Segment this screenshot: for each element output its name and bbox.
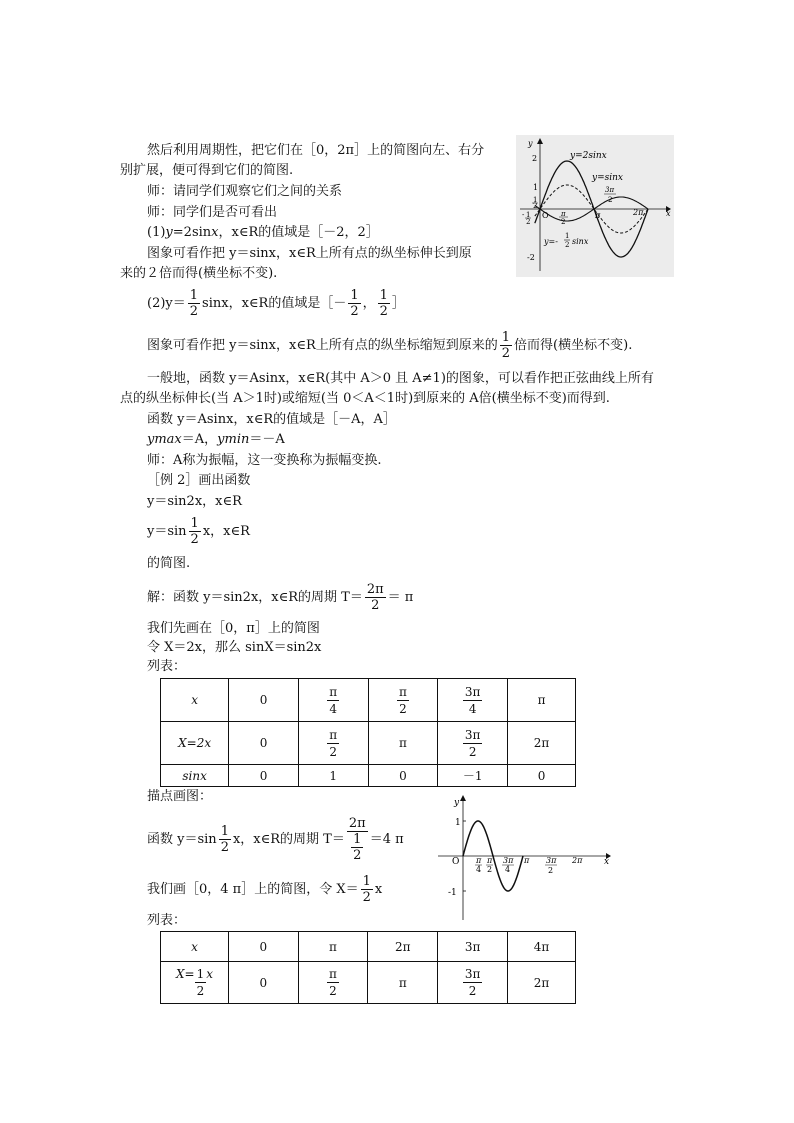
label-minus-half-sinx: y=- bbox=[544, 237, 558, 246]
table2-cell: π bbox=[298, 932, 368, 962]
table2-row bbox=[161, 932, 576, 962]
paragraph-line: 别扩展，便可得到它们的简图. bbox=[120, 163, 294, 178]
table1-cell: －1 bbox=[438, 765, 508, 787]
fraction: $\frac{2\pi}{2}$ bbox=[366, 582, 384, 613]
tick-3pi2-num: 3π bbox=[546, 856, 557, 865]
value-table-2 bbox=[160, 931, 576, 1004]
fraction: $\frac{1}{2}$ bbox=[501, 330, 511, 361]
text: ＝A， bbox=[181, 432, 218, 447]
x-axis-label: x bbox=[604, 857, 610, 867]
paragraph-line: 师：请同学们观察它们之间的关系 bbox=[147, 184, 343, 199]
tick-pi: π bbox=[595, 211, 601, 220]
origin: O bbox=[452, 857, 460, 867]
table1-row bbox=[161, 765, 576, 787]
table1-cell: $\frac{\pi}{4}$ bbox=[298, 679, 368, 722]
fraction: $\frac{1}{2}$ bbox=[220, 824, 229, 855]
paragraph-line: 令 X＝2x，那么 sinX＝sin2x bbox=[147, 640, 322, 655]
ymin: ymin bbox=[217, 432, 250, 447]
tick-2: 2 bbox=[532, 154, 538, 163]
table2-cell: 3π bbox=[438, 932, 508, 962]
tick-half-den: 2 bbox=[533, 202, 538, 210]
table1-cell: sinx bbox=[161, 765, 229, 787]
text: 我们画［0，4 π］上的简图，令 X＝ bbox=[147, 882, 359, 897]
table1-cell: $\frac{3\pi}{4}$ bbox=[438, 679, 508, 722]
table2-cell: 4π bbox=[508, 932, 576, 962]
tick-pi2-den: 2 bbox=[561, 218, 566, 226]
table1-row bbox=[161, 722, 576, 765]
var-x: x bbox=[211, 225, 219, 240]
var-y: y bbox=[165, 225, 173, 240]
range-text: ，x∈R的值域是［－2，2］ bbox=[218, 225, 379, 240]
tick-3pi2-num: 3π bbox=[605, 186, 615, 194]
text: x，x∈R的周期 T＝ bbox=[232, 832, 345, 847]
text: y＝sin bbox=[147, 524, 187, 539]
paragraph-line bbox=[147, 516, 250, 547]
paragraph-line: 师：A称为振幅，这一变换称为振幅变换. bbox=[147, 453, 382, 468]
origin: O bbox=[542, 211, 549, 220]
paragraph-line bbox=[147, 582, 413, 613]
text: 倍而得(横坐标不变). bbox=[514, 338, 633, 353]
paragraph-line: 师：同学们是否可看出 bbox=[147, 205, 278, 220]
text: ， bbox=[362, 296, 376, 311]
text: sinx，x∈R的值域是［－ bbox=[202, 296, 347, 311]
figure-amplitude-graphs bbox=[516, 135, 674, 277]
item-number: (1) bbox=[147, 225, 166, 240]
tick-minus: - bbox=[522, 211, 525, 219]
tick-pi4-num: π bbox=[476, 856, 482, 865]
paragraph-line bbox=[147, 816, 404, 863]
paragraph-line: 列表： bbox=[147, 659, 187, 674]
text: 函数 y＝sin bbox=[147, 832, 217, 847]
paragraph-line bbox=[147, 330, 632, 361]
equation: =2sin bbox=[172, 225, 212, 240]
table1-cell: π bbox=[368, 722, 438, 765]
text: ］ bbox=[391, 296, 405, 311]
table2-cell: π bbox=[368, 962, 438, 1004]
table1-cell: 2π bbox=[508, 722, 576, 765]
tick-minus-1: -1 bbox=[448, 888, 457, 898]
tick-mhalf-den: 2 bbox=[526, 218, 531, 226]
tick-pi4-den: 4 bbox=[476, 865, 482, 874]
paragraph-line bbox=[147, 431, 285, 449]
label-half-den: 2 bbox=[565, 241, 570, 249]
tick-pi2-num: π bbox=[487, 856, 493, 865]
table1-row bbox=[161, 679, 576, 722]
table2-cell: $\frac{\pi}{2}$ bbox=[298, 962, 368, 1004]
fraction: $\frac{1}{2}$ bbox=[350, 288, 359, 319]
table1-cell: $\frac{\pi}{2}$ bbox=[298, 722, 368, 765]
y-axis-label: y bbox=[454, 798, 460, 808]
label-half-num: 1 bbox=[565, 232, 570, 240]
text: ＝－A bbox=[249, 432, 285, 447]
tick-3pi2-den: 2 bbox=[608, 196, 613, 204]
table2-cell: $\frac{3\pi}{2}$ bbox=[438, 962, 508, 1004]
table1-cell: 0 bbox=[508, 765, 576, 787]
tick-half-num: 1 bbox=[533, 196, 538, 204]
text: x bbox=[374, 882, 383, 897]
tick-mhalf-num: 1 bbox=[526, 211, 531, 219]
table1-cell: 0 bbox=[229, 765, 299, 787]
table2-cell: 0 bbox=[228, 962, 298, 1004]
table2-cell: 2π bbox=[508, 962, 576, 1004]
table1-cell: π bbox=[508, 679, 576, 722]
ymax: ymax bbox=[147, 432, 182, 447]
label-2sinx: y=2sinx bbox=[570, 151, 607, 161]
tick-pi2-num: π bbox=[561, 210, 566, 218]
compound-fraction: $\frac{2\pi}{\frac{1}{2}}$ bbox=[348, 816, 366, 863]
text: (2)y＝ bbox=[147, 296, 186, 311]
table2-cell: 0 bbox=[228, 932, 298, 962]
table1-cell: X=2x bbox=[161, 722, 229, 765]
tick-1: 1 bbox=[455, 818, 461, 828]
fraction: $\frac{1}{2}$ bbox=[190, 516, 199, 547]
paragraph-line bbox=[147, 224, 379, 242]
paragraph-line: 点的纵坐标伸长(当 A＞1时)或缩短(当 0＜A＜1时)到原来的 A倍(横坐标不变)而得到. bbox=[120, 391, 610, 406]
tick-3pi4-num: 3π bbox=[503, 856, 514, 865]
paragraph-line bbox=[147, 288, 405, 319]
paragraph-line: 然后利用周期性，把它们在［0，2π］上的简图向左、右分 bbox=[147, 143, 485, 158]
value-table-1 bbox=[160, 678, 576, 787]
paragraph-line: 我们先画在［0，π］上的简图 bbox=[147, 621, 320, 636]
paragraph-line: 列表： bbox=[147, 913, 187, 928]
tick-pi2-den: 2 bbox=[487, 865, 493, 874]
table2-row bbox=[161, 962, 576, 1004]
fraction: $\frac{1}{2}$ bbox=[189, 288, 199, 319]
text: 解：函数 y＝sin2x，x∈R的周期 T＝ bbox=[147, 590, 363, 605]
table1-cell: x bbox=[161, 679, 229, 722]
table1-cell: $\frac{\pi}{2}$ bbox=[368, 679, 438, 722]
table1-cell: 0 bbox=[368, 765, 438, 787]
fraction: $\frac{1}{2}$ bbox=[362, 874, 371, 905]
figure-sin2x-graph bbox=[436, 792, 616, 922]
label-sinx: y=sinx bbox=[592, 173, 623, 183]
table2-cell: X= $\frac{1}{2}$ x bbox=[161, 962, 229, 1004]
example-heading: ［例 2］画出函数 bbox=[147, 473, 251, 488]
paragraph-line: 的简图. bbox=[147, 556, 191, 571]
text: ＝ π bbox=[387, 590, 414, 605]
x-axis-label: x bbox=[666, 209, 671, 218]
paragraph-line: 来的２倍而得(横坐标不变). bbox=[120, 266, 278, 281]
paragraph-line bbox=[147, 874, 382, 905]
table1-cell: 0 bbox=[229, 679, 299, 722]
tick-3pi4-den: 4 bbox=[505, 865, 511, 874]
paragraph-line: 函数 y＝Asinx，x∈R的值域是［－A，A］ bbox=[147, 412, 396, 427]
fraction: $\frac{1}{2}$ bbox=[379, 288, 388, 319]
table1-cell: 1 bbox=[298, 765, 368, 787]
y-axis-label: y bbox=[528, 139, 533, 148]
table2-cell: 2π bbox=[368, 932, 438, 962]
label-half-tail: sinx bbox=[572, 237, 589, 246]
tick-3pi2-den: 2 bbox=[548, 866, 554, 875]
table1-cell: $\frac{3\pi}{2}$ bbox=[438, 722, 508, 765]
paragraph-line: 一般地，函数 y＝Asinx，x∈R(其中 A＞0 且 A≠1)的图象，可以看作把正弦曲线上所有 bbox=[147, 371, 654, 386]
tick-2pi: 2π bbox=[572, 856, 583, 865]
paragraph-line: 描点画图： bbox=[147, 789, 213, 804]
paragraph-line: y＝sin2x，x∈R bbox=[147, 494, 242, 509]
tick-1: 1 bbox=[533, 183, 539, 192]
tick-pi: π bbox=[524, 856, 530, 865]
table1-cell: 0 bbox=[229, 722, 299, 765]
tick-2pi: 2π bbox=[633, 208, 644, 217]
table2-cell: x bbox=[161, 932, 229, 962]
tick-minus-2: -2 bbox=[527, 253, 535, 262]
text: x，x∈R bbox=[202, 524, 250, 539]
paragraph-line: 图象可看作把 y＝sinx，x∈R上所有点的纵坐标伸长到原 bbox=[147, 246, 472, 261]
text: ＝4 π bbox=[369, 832, 404, 847]
text: 图象可看作把 y＝sinx，x∈R上所有点的纵坐标缩短到原来的 bbox=[147, 338, 498, 353]
